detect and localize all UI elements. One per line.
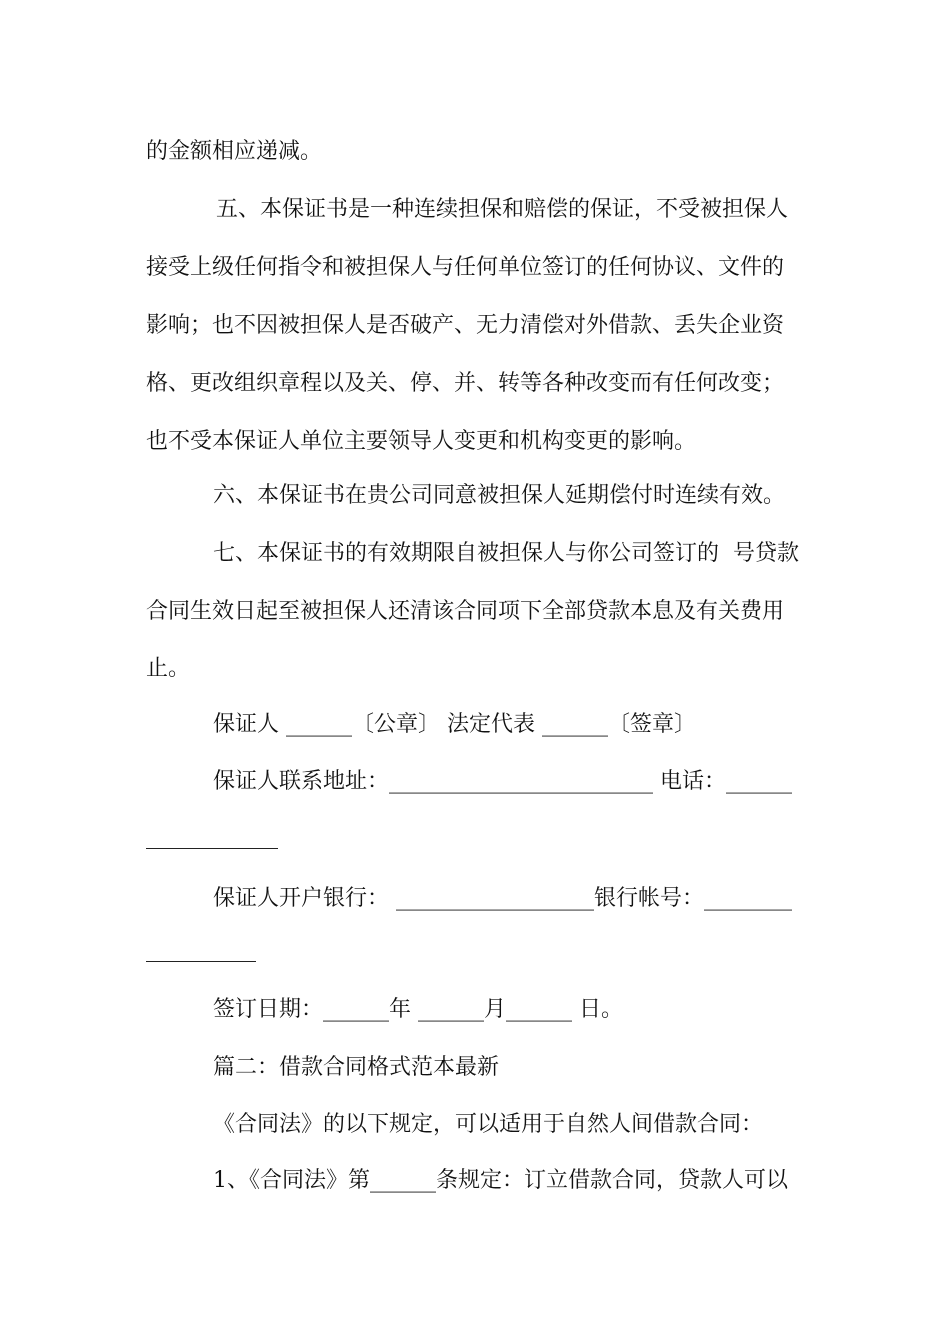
guarantor-address-line: 保证人联系地址：________________________ 电话：______ [213,769,792,794]
paragraph-line: 影响；也不因被担保人是否破产、无力清偿对外借款、丢失企业资 [146,313,785,338]
paragraph-line: 1、《合同法》第______条规定：订立借款合同，贷款人可以 [213,1168,788,1193]
phone-blank-continuation [146,848,278,849]
paragraph-line: 五、本保证书是一种连续担保和赔偿的保证，不受被担保人 [216,197,789,222]
paragraph-line: 《合同法》的以下规定，可以适用于自然人间借款合同： [213,1112,764,1137]
paragraph-line: 六、本保证书在贵公司同意被担保人延期偿付时连续有效。 [213,483,786,508]
paragraph-line: 止。 [146,656,191,681]
signing-date-line: 签订日期：______年 ______月______ 日。 [213,997,623,1022]
guarantor-bank-line: 保证人开户银行： __________________银行帐号：________ [213,886,792,911]
guarantor-signature-line: 保证人 ______〔公章〕 法定代表 ______〔签章〕 [213,712,696,737]
paragraph-line: 格、更改组织章程以及关、停、并、转等各种改变而有任何改变； [146,371,785,396]
paragraph-line: 的金额相应递减。 [146,139,323,164]
paragraph-line: 合同生效日起至被担保人还清该合同项下全部贷款本息及有关费用 [146,599,785,624]
paragraph-line: 也不受本保证人单位主要领导人变更和机构变更的影响。 [146,429,697,454]
paragraph-line: 七、本保证书的有效期限自被担保人与你公司签订的 号贷款 [213,541,799,566]
paragraph-line: 接受上级任何指令和被担保人与任何单位签订的任何协议、文件的 [146,255,785,280]
section-heading: 篇二：借款合同格式范本最新 [213,1055,500,1080]
bank-account-blank-continuation [146,961,256,962]
